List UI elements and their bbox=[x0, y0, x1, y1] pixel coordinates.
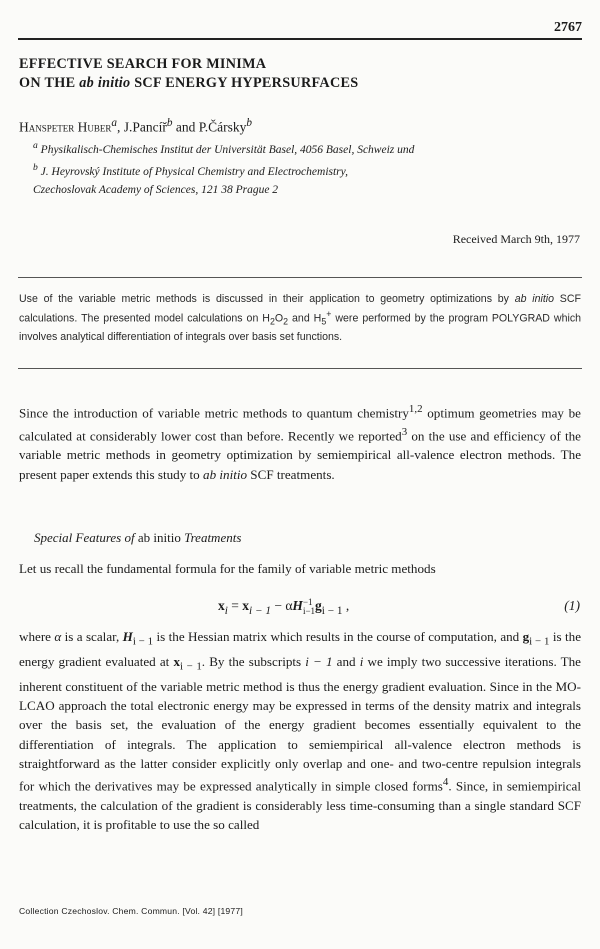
author-list: Hanspeter Huber$^a$, J.Pancíř$^b$ and P.Čársky$^b$ bbox=[19, 117, 253, 135]
intro-paragraph: Since the introduction of variable metric methods to quantum chemistry$^{1,2}$ optimum geometries may be calculated at considerably lower cost than before. Recently we reported$^3$ on the use and efficiency of the variable metric methods in geometry optimization by semiempirical all-valence electron methods. The present paper extends this study to ab initio SCF treatments. bbox=[19, 403, 581, 482]
equation-1 bbox=[0, 598, 600, 620]
title-line-2: ON THE ab initio SCF ENERGY HYPERSURFACES bbox=[19, 75, 359, 91]
author-pancir: J.Pancíř bbox=[123, 119, 167, 135]
title-line-1: EFFECTIVE SEARCH FOR MINIMA bbox=[19, 56, 267, 72]
author-huber: Hanspeter Huber bbox=[19, 119, 112, 135]
author-carsky: P.Čársky bbox=[198, 119, 247, 135]
page-number: 2767 bbox=[554, 20, 582, 35]
equation-number: (1) bbox=[564, 598, 580, 613]
recall-paragraph: Let us recall the fundamental formula for the family of variable metric methods bbox=[19, 561, 436, 576]
journal-footer: Collection Czechoslov. Chem. Commun. [Vol. 42] [1977] bbox=[19, 906, 243, 916]
affiliations bbox=[33, 137, 414, 199]
article-title bbox=[19, 55, 579, 93]
header-rule bbox=[18, 38, 582, 40]
abstract-top-rule bbox=[18, 277, 582, 278]
section-heading: Special Features of ab initio Treatments bbox=[34, 530, 242, 545]
affiliation-a: $^a$ Physikalisch-Chemisches Institut der Universität Basel, 4056 Basel, Schweiz und bbox=[33, 140, 415, 156]
abstract-bottom-rule bbox=[18, 368, 582, 369]
affiliation-b: $^b$ J. Heyrovský Institute of Physical Chemistry and Electrochemistry, bbox=[33, 161, 349, 178]
affiliation-b-cont: Czechoslovak Academy of Sciences, 121 38 Prague 2 bbox=[33, 183, 279, 196]
main-paragraph: where α is a scalar, $H_{i - 1}$ is the Hessian matrix which results in the course of computation, and $g_{i - 1}$ is the energy gradient evaluated at $x_{i - 1}$. By the subscripts i − 1 and i we imply two successive iterations. The inherent constituent of the variable metric method is thus the energy gradient evaluation. Since in the MO-LCAO approach the total electronic energy may be expressed in terms of the density matrix and integrals over the basis set, the evaluation of the energy gradient becomes essentially equivalent to the differentiation of integrals. The application to semiempirical all-valence electron methods is straightforward as the latter consider explicitly only overlap and one- and two-centre repulsion integrals for which the derivatives may be expressed analytically in simple closed forms$^4$. Since, in semiempirical treatments, the calculation of the gradient is considerably less time-consuming than a single standard SCF calculation, it is profitable to use the so called bbox=[19, 629, 582, 833]
abstract: Use of the variable metric methods is discussed in their application to geometry optimizations by ab initio SCF calculations. The presented model calculations on $H_2O_2$ and $H_5^+$ were performed by the program POLYGRAD which involves analytical differentiation of integrals over basis set functions. bbox=[19, 293, 582, 344]
received-date: Received March 9th, 1977 bbox=[452, 232, 580, 246]
equation-formula: $x_i = x_{i - 1} - \alpha H$ −1 i−1 $g_{i - 1}$ , bbox=[218, 597, 350, 617]
